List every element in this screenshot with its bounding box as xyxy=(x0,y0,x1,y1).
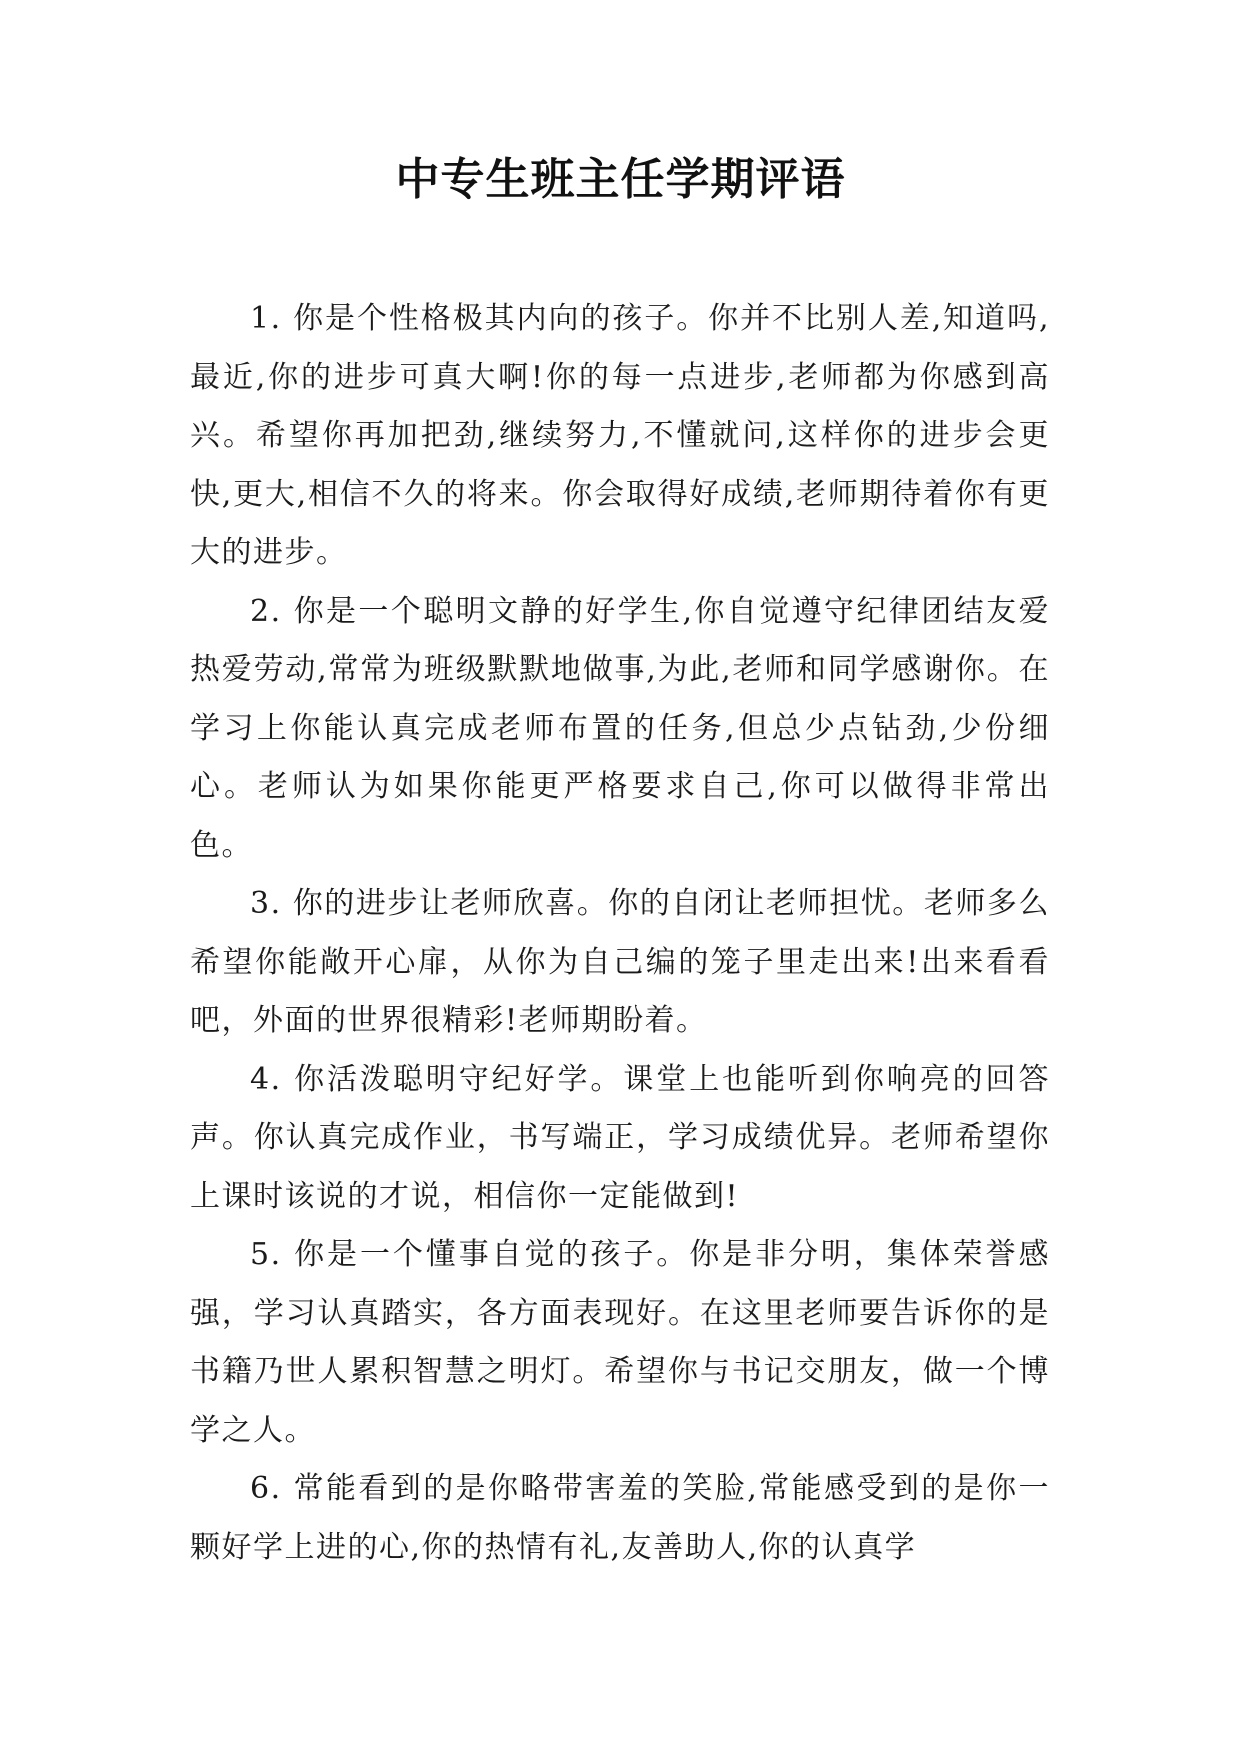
paragraph-1: 1. 你是个性格极其内向的孩子。你并不比别人差,知道吗,最近,你的进步可真大啊!你的每一点进步,老师都为你感到高兴。希望你再加把劲,继续努力,不懂就问,这样你的进步会更快,更大,相信不久的将来。你会取得好成绩,老师期待着你有更大的进步。 xyxy=(190,301,1050,570)
paragraph-5: 5. 你是一个懂事自觉的孩子。你是非分明，集体荣誉感强，学习认真踏实，各方面表现好。在这里老师要告诉你的是书籍乃世人累积智慧之明灯。希望你与书记交朋友，做一个博学之人。 xyxy=(190,1237,1050,1448)
paragraph-3: 3. 你的进步让老师欣喜。你的自闭让老师担忧。老师多么希望你能敞开心扉，从你为自己编的笼子里走出来!出来看看吧，外面的世界很精彩!老师期盼着。 xyxy=(190,886,1050,1038)
paragraph-4: 4. 你活泼聪明守纪好学。课堂上也能听到你响亮的回答声。你认真完成作业，书写端正，学习成绩优异。老师希望你上课时该说的才说，相信你一定能做到! xyxy=(190,1061,1050,1214)
document-title: 中专生班主任学期评语 xyxy=(395,154,846,205)
paragraph-6: 6. 常能看到的是你略带害羞的笑脸,常能感受到的是你一颗好学上进的心,你的热情有礼,友善助人,你的认真学 xyxy=(190,1471,1050,1565)
document-body xyxy=(190,290,1050,1577)
paragraph-2: 2. 你是一个聪明文静的好学生,你自觉遵守纪律团结友爱热爱劳动,常常为班级默默地做事,为此,老师和同学感谢你。在学习上你能认真完成老师布置的任务,但总少点钻劲,少份细心。老师认为如果你能更严格要求自己,你可以做得非常出色。 xyxy=(190,593,1050,863)
